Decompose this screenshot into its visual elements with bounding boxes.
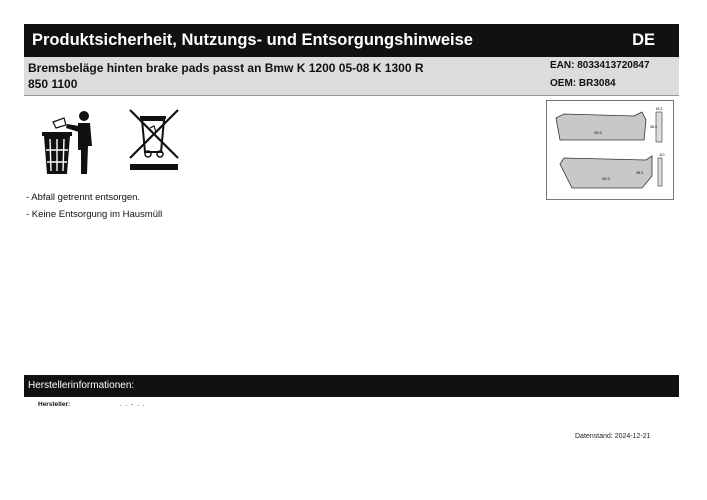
bottom-pad-height-label: 38.3 [636,171,643,175]
disposal-notes [26,192,162,226]
page-header [24,24,679,57]
crossed-wheelie-bin-icon [126,106,182,174]
tidyman-bin-icon [38,110,100,176]
bottom-pad-width-label: 92.0 [602,176,610,181]
product-name: Bremsbeläge hinten brake pads passt an Bmw K 1200 05-08 K 1300 R 850 1100 [28,61,424,91]
language-code: DE [632,31,655,49]
brake-pad-drawing [546,100,674,200]
page-title: Produktsicherheit, Nutzungs- und Entsorgungshinweise [32,31,473,49]
top-pad-thickness-label: 18.3 [655,107,663,111]
disposal-note: - Keine Entsorgung im Hausmüll [26,209,163,220]
ean-code: EAN: 8033413720847 [550,60,650,71]
data-date: Datenstand: 2024-12-21 [575,433,651,440]
disposal-note: - Abfall getrennt entsorgen. [26,192,141,203]
top-pad-height-label: 38.3 [650,125,657,129]
product-info-bar [24,57,679,96]
manufacturer-heading: Herstellerinformationen: [28,380,135,391]
top-pad-width-label: 92.0 [594,130,602,135]
manufacturer-value: . . - . . [120,401,146,408]
bottom-pad-thickness-label: 8.0 [659,153,665,157]
manufacturer-heading-bar [24,375,679,397]
top-pad-shape [556,112,646,140]
bottom-pad-side [658,158,662,186]
top-pad-side [656,112,662,142]
manufacturer-label: Hersteller: [38,401,71,408]
oem-code: OEM: BR3084 [550,78,616,89]
